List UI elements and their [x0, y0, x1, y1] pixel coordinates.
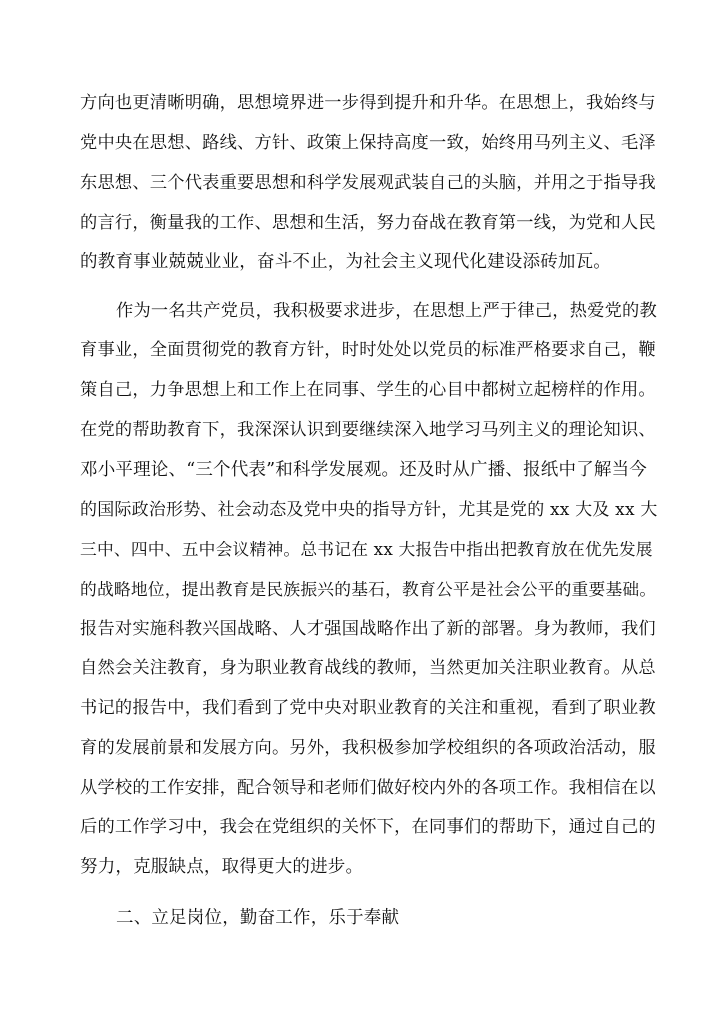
paragraph-2-line-15: 努力，克服缺点，取得更大的进步。: [80, 857, 364, 877]
paragraph-2-line-6: 的国际政治形势、社会动态及党中央的指导方针，尤其是党的 xx 大及 xx 大: [80, 500, 658, 520]
paragraph-2-line-9: 报告对实施科教兴国战略、人才强国战略作出了新的部署。身为教师，我们: [80, 619, 656, 639]
paragraph-1-line-1: 方向也更清晰明确，思想境界进一步得到提升和升华。在思想上，我始终与: [80, 93, 656, 113]
paragraph-1-line-5: 的教育事业兢兢业业，奋斗不止，为社会主义现代化建设添砖加瓦。: [80, 252, 611, 272]
paragraph-2-line-3: 策自己，力争思想上和工作上在同事、学生的心目中都树立起榜样的作用。: [80, 380, 656, 400]
paragraph-2-line-8: 的战略地位，提出教育是民族振兴的基石，教育公平是社会公平的重要基础。: [80, 579, 657, 599]
paragraph-2-line-13: 从学校的工作安排，配合领导和老师们做好校内外的各项工作。我相信在以: [80, 778, 656, 798]
paragraph-1-line-4: 的言行，衡量我的工作、思想和生活，努力奋战在教育第一线，为党和人民: [80, 213, 656, 233]
paragraph-1-line-3: 东思想、三个代表重要思想和科学发展观武装自己的头脑，并用之于指导我: [80, 173, 656, 193]
paragraph-2-line-10: 自然会关注教育，身为职业教育战线的教师，当然更加关注职业教育。从总: [80, 658, 656, 678]
paragraph-2-line-5: 邓小平理论、“三个代表”和科学发展观。还及时从广播、报纸中了解当今: [80, 460, 647, 480]
paragraph-2-line-2: 育事业，全面贯彻党的教育方针，时时处处以党员的标准严格要求自己，鞭: [80, 340, 656, 360]
paragraph-2-line-7: 三中、四中、五中会议精神。总书记在 xx 大报告中指出把教育放在优先发展: [80, 539, 653, 559]
paragraph-2-line-11: 书记的报告中，我们看到了党中央对职业教育的关注和重视，看到了职业教: [80, 698, 656, 718]
paragraph-2-line-1: 作为一名共产党员，我积极要求进步，在思想上严于律己，热爱党的教: [116, 301, 657, 321]
paragraph-2-line-4: 在党的帮助教育下，我深深认识到要继续深入地学习马列主义的理论知识、: [80, 420, 656, 440]
paragraph-2-line-12: 育的发展前景和发展方向。另外，我积极参加学校组织的各项政治活动，服: [80, 738, 656, 758]
paragraph-2-line-14: 后的工作学习中，我会在党组织的关怀下，在同事们的帮助下，通过自己的: [80, 817, 656, 837]
paragraph-1-line-2: 党中央在思想、路线、方针、政策上保持高度一致，始终用马列主义、毛泽: [80, 133, 656, 153]
section-heading: 二、立足岗位，勤奋工作，乐于奉献: [116, 908, 400, 928]
